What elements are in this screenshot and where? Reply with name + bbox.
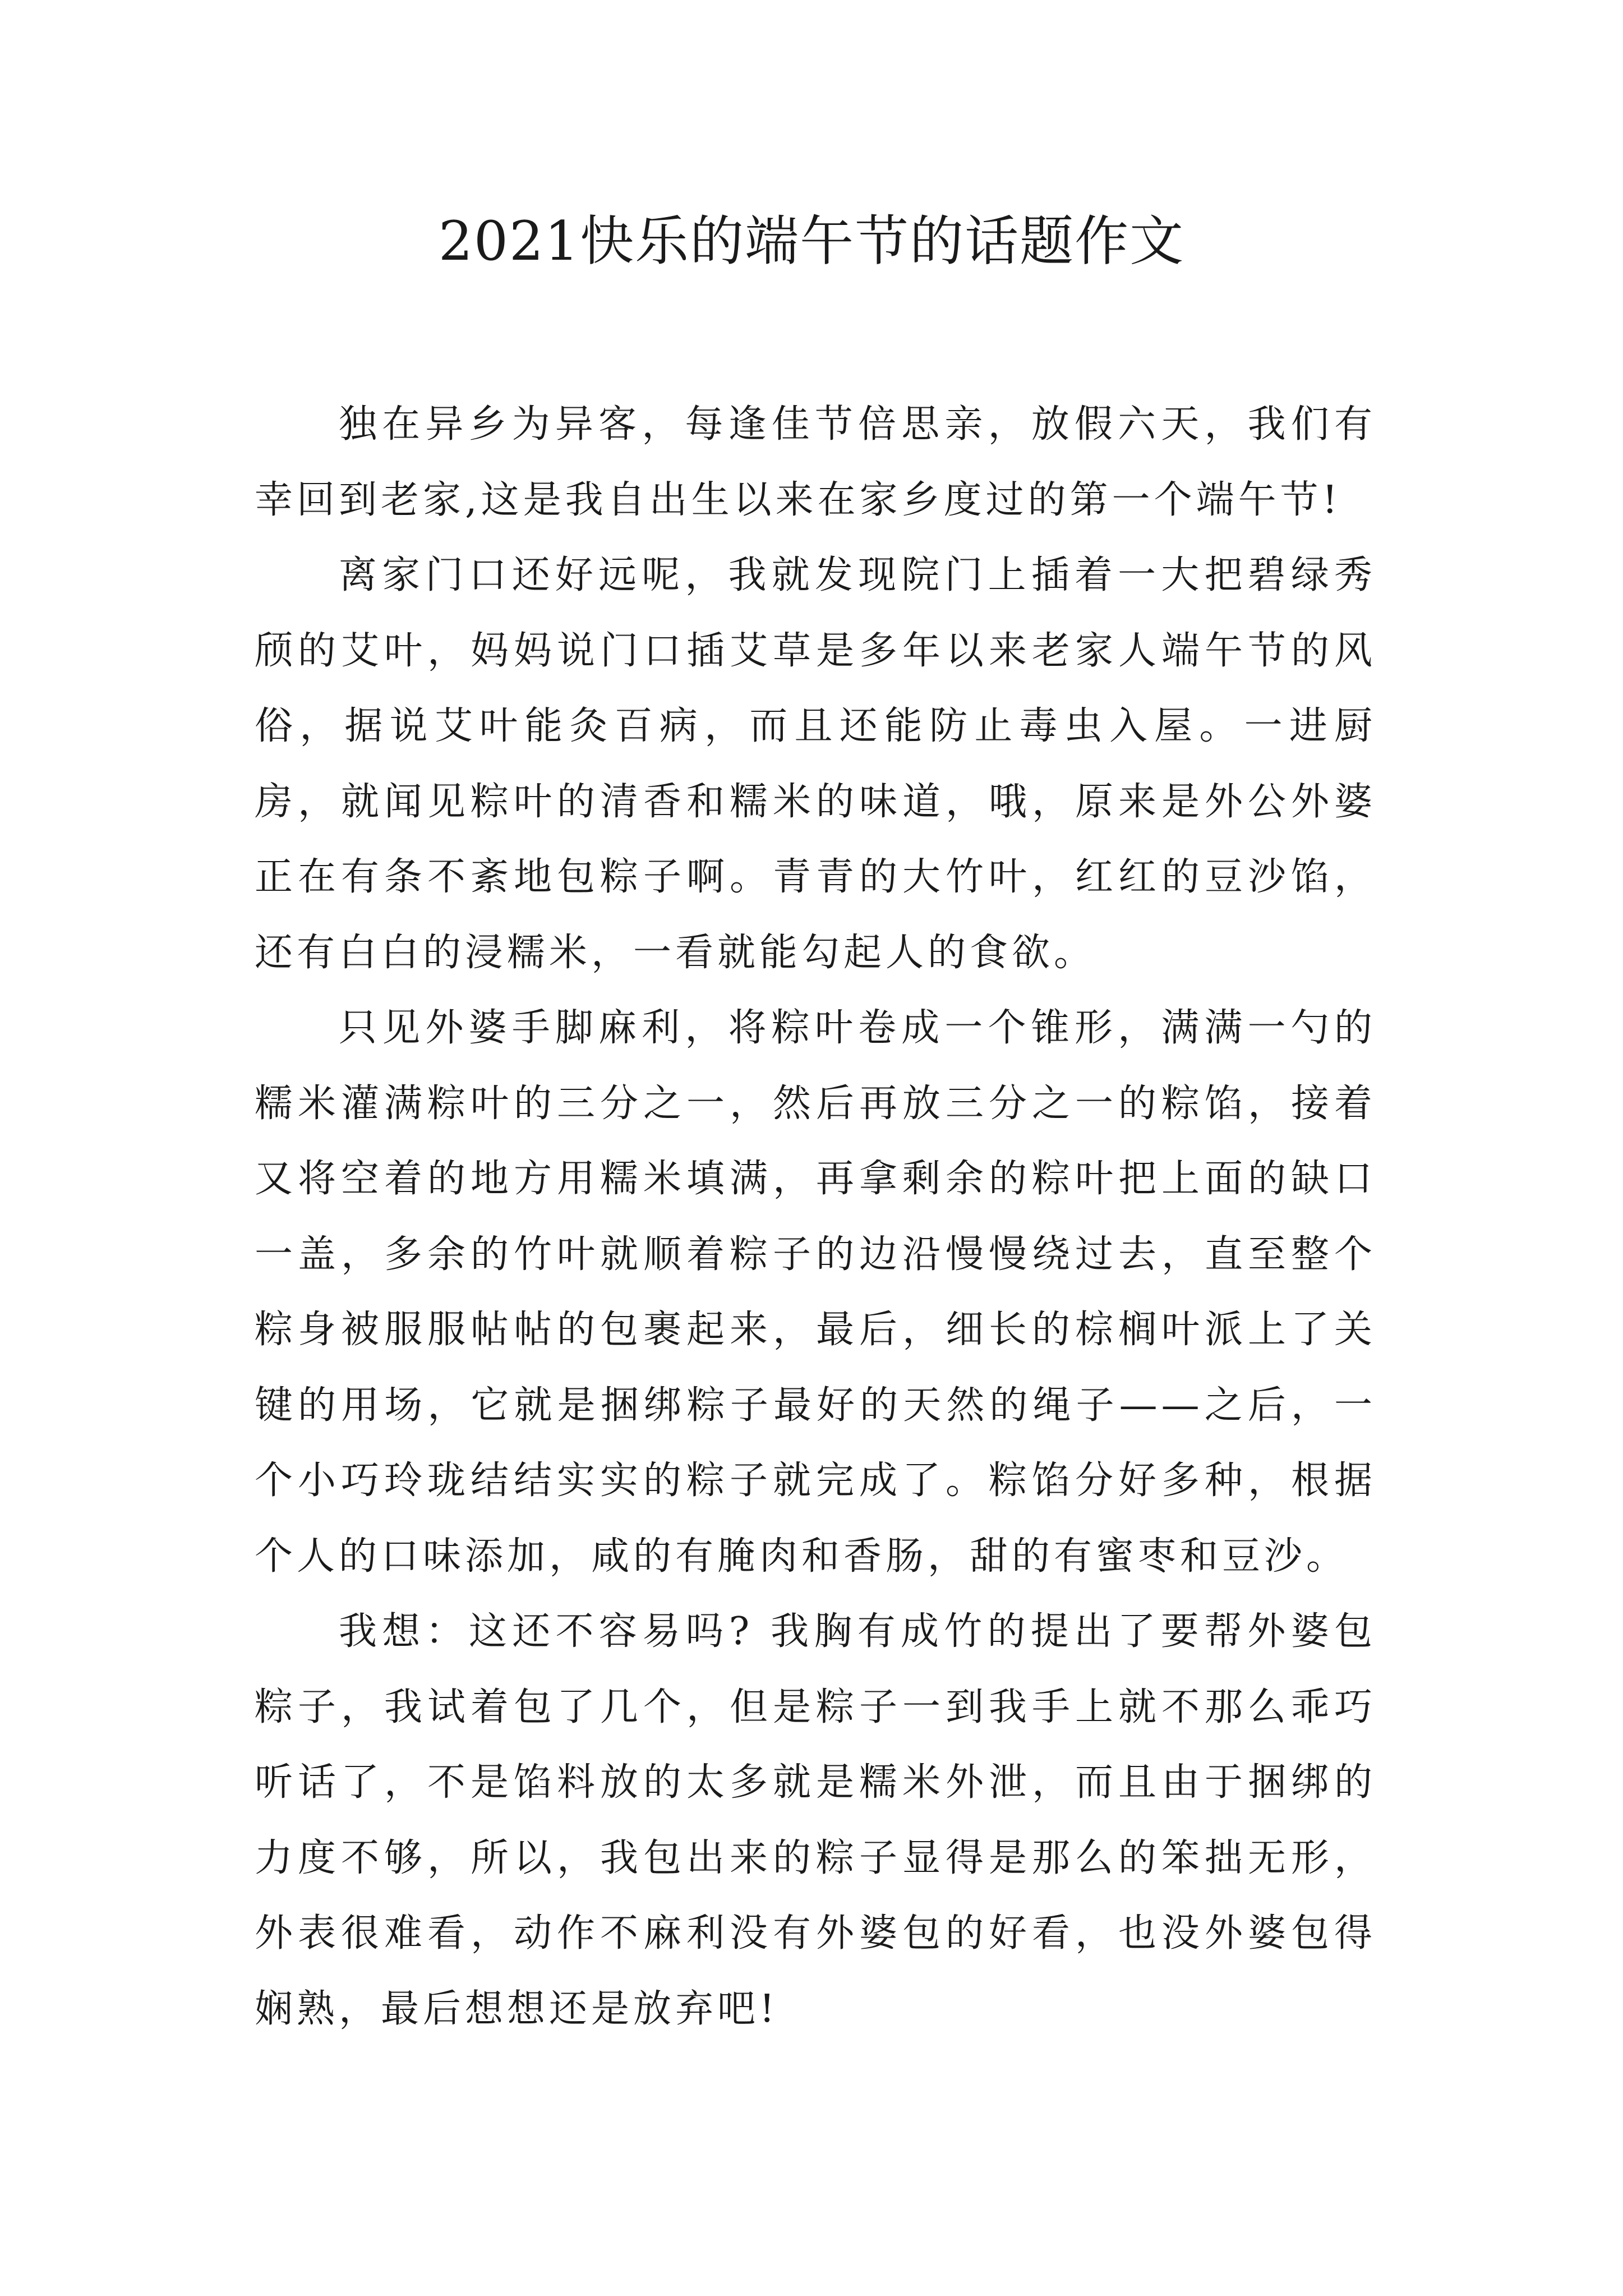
paragraph: 我想：这还不容易吗? 我胸有成竹的提出了要帮外婆包粽子，我试着包了几个，但是粽子一到我手上就不那么乖巧听话了，不是馅料放的太多就是糯米外泄，而且由于捆绑的力度不够，所以，我包出来的粽子显得是那么的笨拙无形，外表很难看，动作不麻利没有外婆包的好看，也没外婆包得娴熟，最后想想还是放弃吧!: [255, 1609, 1376, 2031]
paragraph: 只见外婆手脚麻利，将粽叶卷成一个锥形，满满一勺的糯米灌满粽叶的三分之一，然后再放三分之一的粽馅，接着又将空着的地方用糯米填满，再拿剩余的粽叶把上面的缺口一盖，多余的竹叶就顺着粽子的边沿慢慢绕过去，直至整个粽身被服服帖帖的包裹起来，最后，细长的棕榈叶派上了关键的用场，它就是捆绑粽子最好的天然的绳子——之后，一个小巧玲珑结结实实的粽子就完成了。粽馅分好多种，根据个人的口味添加，咸的有腌肉和香肠，甜的有蜜枣和豆沙。: [255, 1006, 1376, 1579]
paragraph: 离家门口还好远呢，我就发现院门上插着一大把碧绿秀颀的艾叶，妈妈说门口插艾草是多年以来老家人端午节的风俗，据说艾叶能灸百病，而且还能防止毒虫入屋。一进厨房，就闻见粽叶的清香和糯米的味道，哦，原来是外公外婆正在有条不紊地包粽子啊。青青的大竹叶，红红的豆沙馅，还有白白的浸糯米，一看就能勾起人的食欲。: [255, 553, 1376, 975]
paragraph: 独在异乡为异客，每逢佳节倍思亲，放假六天，我们有幸回到老家,这是我自出生以来在家乡度过的第一个端午节!: [255, 402, 1376, 522]
document-body: [255, 387, 1376, 2047]
document-title: 2021快乐的端午节的话题作文: [438, 210, 1185, 273]
